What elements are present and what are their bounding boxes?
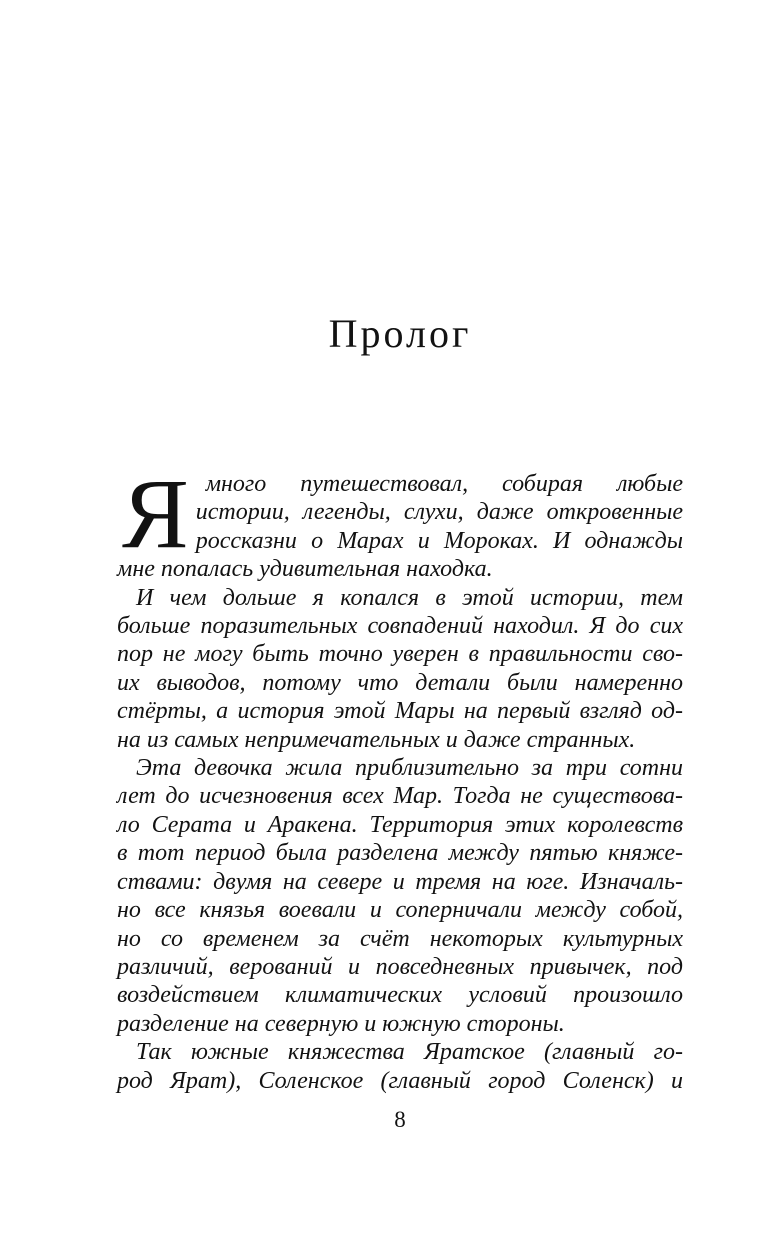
- text-line: Так южные княжества Яратское (главный го-: [136, 1039, 683, 1066]
- text-line: воздействием климатических условий произошло: [117, 982, 683, 1009]
- text-line: больше поразительных совпадений находил. Я до сих: [117, 613, 683, 640]
- text-line: И чем дольше я копался в этой истории, тем: [136, 584, 683, 611]
- text-line: род Ярат), Соленское (главный город Соленск) и: [117, 1067, 683, 1094]
- text-line: истории, легенды, слухи, даже откровенные: [195, 499, 683, 526]
- paragraph: [117, 1038, 683, 1095]
- chapter-title: Пролог: [328, 311, 472, 356]
- text-line: но все князья воевали и соперничали между собой,: [117, 897, 683, 924]
- text-line: ло Серата и Аракена. Территория этих королевств: [117, 811, 683, 838]
- text-line: стёрты, а история этой Мары на первый взгляд од-: [117, 698, 683, 725]
- text-line: ствами: двумя на севере и тремя на юге. Изначаль-: [117, 868, 683, 895]
- drop-cap: Я: [122, 458, 189, 569]
- paragraph: [117, 584, 683, 754]
- text-block: [117, 458, 683, 1095]
- text-line: различий, верований и повседневных привычек, под: [117, 953, 683, 980]
- text-line: много путешествовал, собирая любые: [205, 471, 683, 497]
- text-line: разделение на северную и южную стороны.: [117, 1010, 565, 1037]
- page-number: 8: [394, 1107, 406, 1132]
- text-line: пор не могу быть точно уверен в правильности сво-: [117, 641, 683, 668]
- text-line: россказни о Марах и Мороках. И однажды: [195, 527, 683, 554]
- text-line: но со временем за счёт некоторых культурных: [117, 925, 683, 952]
- text-line: в тот период была разделена между пятью княже-: [117, 840, 683, 867]
- text-line: их выводов, потому что детали были намеренно: [117, 669, 683, 696]
- paragraph: [117, 458, 683, 584]
- text-line: на из самых непримечательных и даже странных.: [117, 726, 636, 753]
- text-line: мне попалась удивительная находка.: [117, 556, 493, 583]
- text-line: Эта девочка жила приблизительно за три сотни: [136, 755, 683, 782]
- paragraph: [117, 754, 683, 1038]
- text-line: лет до исчезновения всех Мар. Тогда не существова-: [117, 783, 683, 810]
